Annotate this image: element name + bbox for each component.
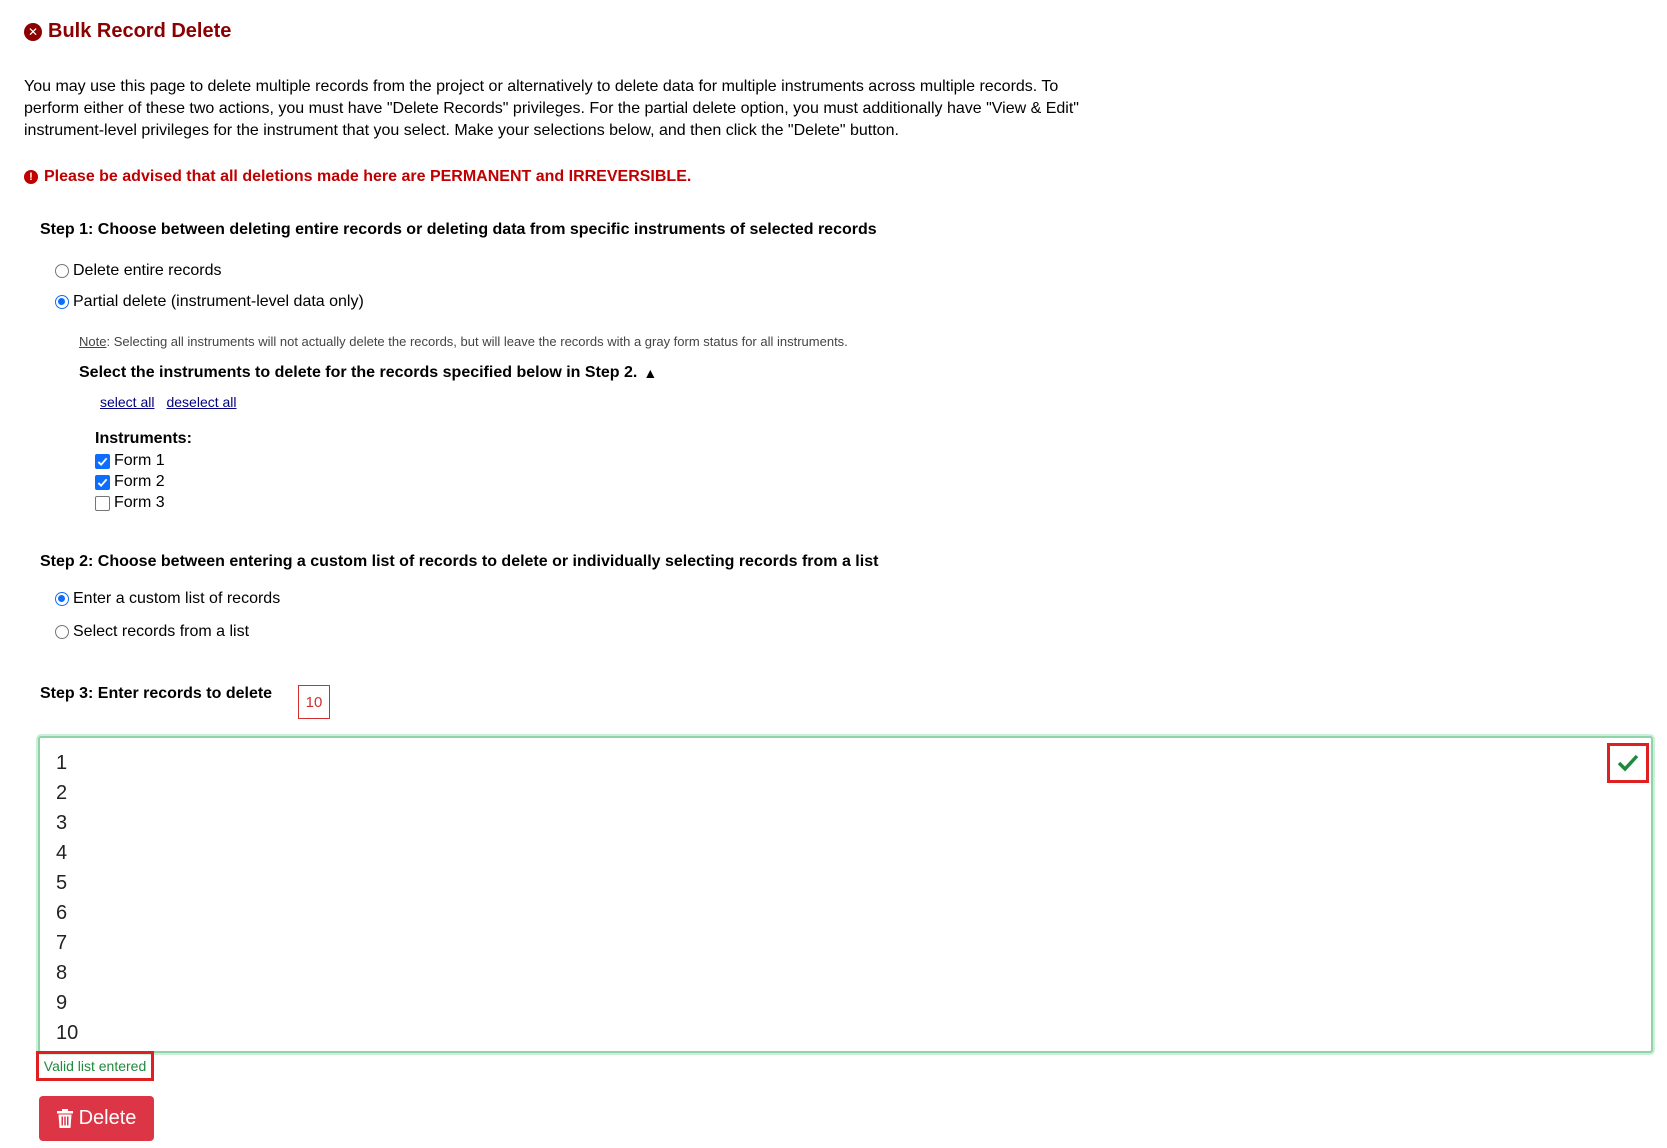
check-icon	[97, 456, 108, 467]
radio-custom-list-control[interactable]	[55, 592, 69, 606]
instruments-section-heading[interactable]	[79, 364, 657, 382]
checkbox-form-3[interactable]	[95, 496, 110, 511]
instrument-form-1[interactable]	[95, 452, 165, 470]
check-icon	[97, 477, 108, 488]
record-count-badge: 10	[298, 685, 330, 719]
instruments-heading-text: Select the instruments to delete for the records specified below in Step 2.	[79, 364, 638, 381]
instrument-form-3[interactable]	[95, 494, 165, 512]
delete-button-label: Delete	[78, 1107, 137, 1129]
form-3-label: Form 3	[114, 494, 165, 511]
radio-custom-list[interactable]	[55, 590, 280, 608]
valid-check-indicator	[1607, 743, 1649, 783]
warning-message	[24, 168, 691, 186]
step2-heading: Step 2: Choose between entering a custom list of records to delete or individually selecting records from a list	[40, 553, 879, 570]
page-title-text: Bulk Record Delete	[48, 20, 232, 42]
select-links	[100, 394, 237, 410]
radio-select-from-list-label: Select records from a list	[73, 623, 250, 640]
checkbox-form-2[interactable]	[95, 475, 110, 490]
checkbox-form-1[interactable]	[95, 454, 110, 469]
partial-delete-note	[79, 334, 848, 349]
valid-list-message: Valid list entered	[36, 1051, 154, 1081]
instruments-label: Instruments:	[95, 430, 192, 447]
form-2-label: Form 2	[114, 473, 165, 490]
note-text: : Selecting all instruments will not actually delete the records, but will leave the records with a gray form status for all instruments.	[106, 334, 848, 349]
radio-delete-entire[interactable]	[55, 262, 222, 280]
radio-select-from-list-control[interactable]	[55, 625, 69, 639]
radio-custom-list-label: Enter a custom list of records	[73, 590, 281, 607]
step1-heading: Step 1: Choose between deleting entire records or deleting data from specific instruments of selected records	[40, 221, 877, 238]
delete-button[interactable]	[39, 1096, 154, 1141]
intro-text: You may use this page to delete multiple records from the project or alternatively to delete data for multiple instruments across multiple records. To perform either of these two actions, you must have "Delete Records" privileges. For the partial delete option, you must additionally have "View & Edit" instrument-level privileges for the instrument that you select. Make your selections below, and then click the "Delete" button.	[24, 78, 1079, 139]
form-1-label: Form 1	[114, 452, 165, 469]
select-all-link[interactable]: select all	[100, 394, 155, 410]
circle-x-icon: ✕	[24, 23, 42, 41]
warning-text: Please be advised that all deletions made here are PERMANENT and IRREVERSIBLE.	[44, 168, 692, 185]
instrument-form-2[interactable]	[95, 473, 165, 491]
radio-partial-delete-label: Partial delete (instrument-level data only)	[73, 293, 364, 310]
triangle-up-icon[interactable]: ▲	[643, 365, 658, 381]
check-icon	[1617, 753, 1639, 773]
records-textarea[interactable]: 1 2 3 4 5 6 7 8 9 10	[38, 736, 1653, 1053]
radio-partial-delete[interactable]	[55, 293, 364, 311]
page-title	[24, 20, 231, 43]
radio-select-from-list[interactable]	[55, 623, 249, 641]
exclamation-circle-icon: !	[24, 170, 38, 184]
trash-icon	[57, 1109, 73, 1128]
radio-delete-entire-label: Delete entire records	[73, 262, 222, 279]
note-label: Note	[79, 334, 107, 349]
radio-delete-entire-control[interactable]	[55, 264, 69, 278]
step3-heading: Step 3: Enter records to delete	[40, 685, 273, 702]
deselect-all-link[interactable]: deselect all	[166, 394, 237, 410]
radio-partial-delete-control[interactable]	[55, 295, 69, 309]
